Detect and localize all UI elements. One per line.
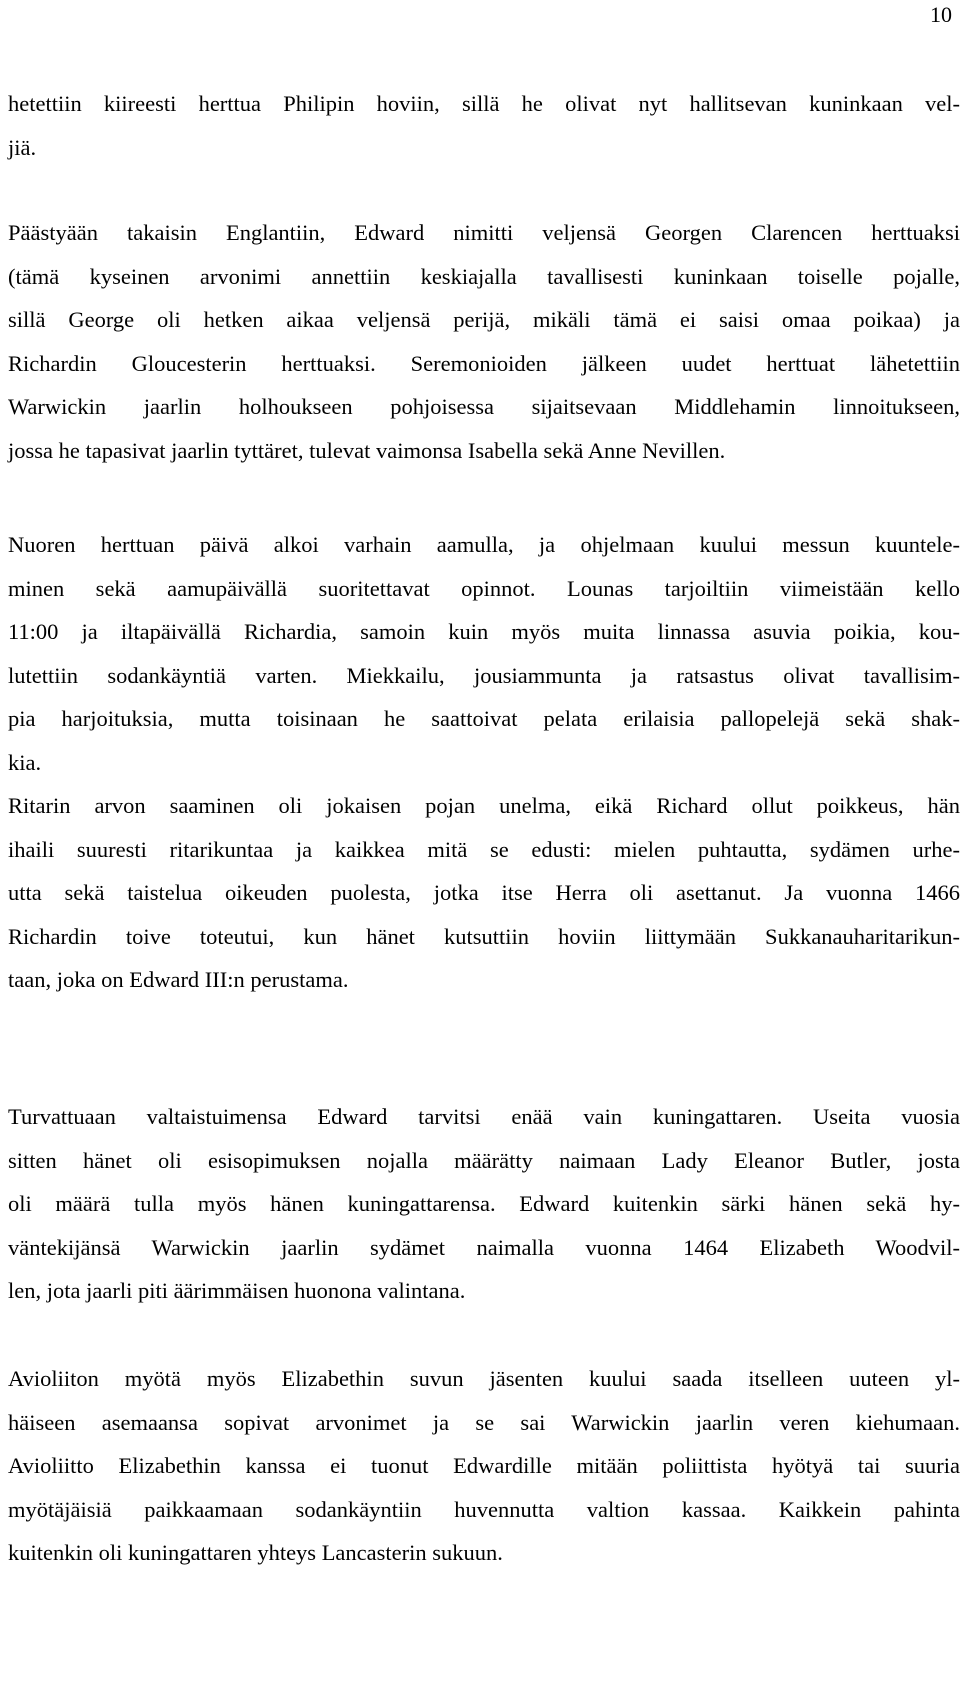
text-line: taan, joka on Edward III:n perustama.: [8, 967, 349, 992]
text-line: Turvattuaan valtaistuimensa Edward tarvitsi enää vain kuningattaren. Useita vuosia: [8, 1104, 960, 1129]
text-line: Warwickin jaarlin holhoukseen pohjoisessa sijaitsevaan Middlehamin linnoitukseen,: [8, 394, 960, 419]
text-line: hetettiin kiireesti herttua Philipin hoviin, sillä he olivat nyt hallitsevan kuninkaan vel-: [8, 91, 960, 116]
text-line: lutettiin sodankäyntiä varten. Miekkailu, jousiammunta ja ratsastus olivat tavallisim-: [8, 662, 960, 688]
text-line: Richardin Gloucesterin herttuaksi. Seremonioiden jälkeen uudet herttuat lähetettiin: [8, 350, 960, 376]
text-line: oli määrä tulla myös hänen kuningattarensa. Edward kuitenkin särki hänen sekä hy-: [8, 1191, 960, 1216]
paragraph-1: [8, 82, 960, 169]
text-line: sitten hänet oli esisopimuksen nojalla määrätty naimaan Lady Eleanor Butler, josta: [8, 1147, 960, 1173]
text-line: jossa he tapasivat jaarlin tyttäret, tulevat vaimonsa Isabella sekä Anne Nevillen.: [8, 437, 726, 463]
text-line: Ritarin arvon saaminen oli jokaisen pojan unelma, eikä Richard ollut poikkeus, hän: [8, 793, 960, 818]
page-number: 10: [930, 2, 952, 27]
text-line: myötäjäisiä paikkaamaan sodankäyntiin huvennutta valtion kassaa. Kaikkein pahinta: [8, 1496, 960, 1522]
paragraph-2: [8, 211, 960, 472]
text-line: Avioliiton myötä myös Elizabethin suvun jäsenten kuului saada itselleen uuteen yl-: [8, 1366, 960, 1391]
text-line: minen sekä aamupäivällä suoritettavat opinnot. Lounas tarjoiltiin viimeistään kello: [8, 575, 960, 601]
text-line: ihaili suuresti ritarikuntaa ja kaikkea mitä se edusti: mielen puhtautta, sydämen urhe-: [8, 836, 960, 862]
text-line: häiseen asemaansa sopivat arvonimet ja se sai Warwickin jaarlin veren kiehumaan.: [8, 1409, 960, 1435]
paragraph-6: [8, 1357, 960, 1575]
text-line: (tämä kyseinen arvonimi annettiin keskiajalla tavallisesti kuninkaan toiselle pojalle,: [8, 263, 960, 289]
text-line: len, jota jaarli piti äärimmäisen huonona valintana.: [8, 1278, 466, 1303]
text-line: 11:00 ja iltapäivällä Richardia, samoin kuin myös muita linnassa asuvia poikia, kou-: [8, 619, 960, 644]
text-line: pia harjoituksia, mutta toisinaan he saattoivat pelata erilaisia pallopelejä sekä shak-: [8, 706, 960, 731]
text-line: Nuoren herttuan päivä alkoi varhain aamulla, ja ohjelmaan kuului messun kuuntele-: [8, 532, 960, 557]
text-line: kia.: [8, 749, 42, 775]
text-line: Päästyään takaisin Englantiin, Edward nimitti veljensä Georgen Clarencen herttuaksi: [8, 220, 960, 245]
text-line: sillä George oli hetken aikaa veljensä perijä, mikäli tämä ei saisi omaa poikaa) ja: [8, 307, 960, 332]
text-line: väntekijänsä Warwickin jaarlin sydämet naimalla vuonna 1464 Elizabeth Woodvil-: [8, 1234, 960, 1260]
text-line: jiä.: [8, 134, 37, 160]
paragraph-3: [8, 523, 960, 784]
paragraph-5: [8, 1095, 960, 1313]
text-line: kuitenkin oli kuningattaren yhteys Lancasterin sukuun.: [8, 1540, 503, 1565]
paragraph-4: [8, 784, 960, 1002]
text-line: Avioliitto Elizabethin kanssa ei tuonut Edwardille mitään poliittista hyötyä tai suuria: [8, 1453, 960, 1478]
text-line: Richardin toive toteutui, kun hänet kutsuttiin hoviin liittymään Sukkanauharitarikun-: [8, 923, 960, 949]
text-line: utta sekä taistelua oikeuden puolesta, jotka itse Herra oli asettanut. Ja vuonna 1466: [8, 880, 960, 905]
